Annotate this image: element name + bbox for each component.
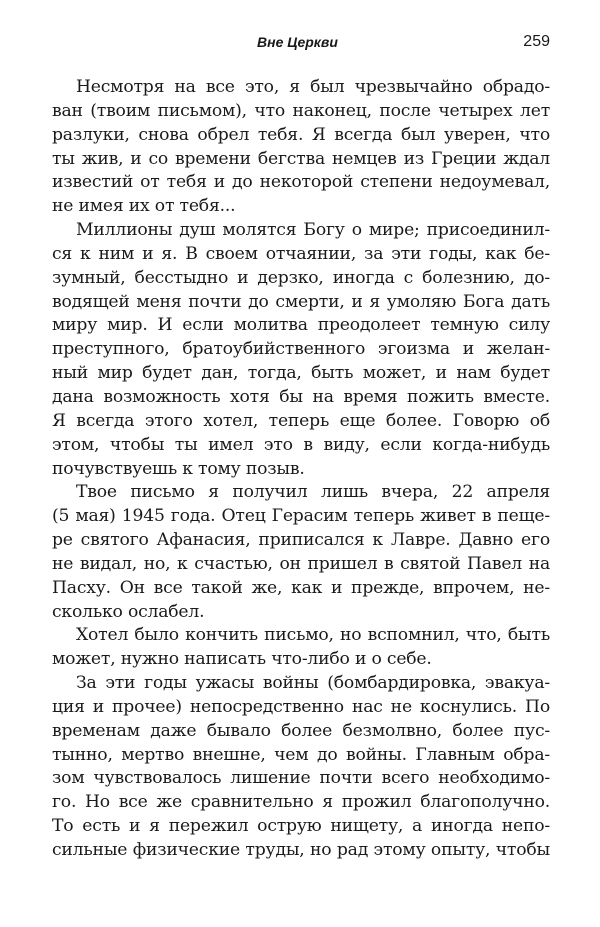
text-line: ре святого Афанасия, приписался к Лавре. Давно его [52,530,550,551]
text-line: не видал, но, к счастью, он пришел в святой Павел на [52,553,550,574]
text-line: За эти годы ужасы войны (бомбардировка, эвакуа- [76,673,550,694]
text-line: (5 мая) 1945 года. Отец Герасим теперь живет в пеще- [52,506,550,527]
text-line: водящей меня почти до смерти, и я умоляю Бога дать [52,291,550,312]
text-line: ся к ним и я. В своем отчаянии, за эти годы, как бе- [52,243,550,264]
text-line: Твое письмо я получил лишь вчера, 22 апреля [76,482,550,503]
text-line: дана возможность хотя бы на время пожить вместе. [52,386,550,407]
text-line: преступного, братоубийственного эгоизма и желан- [52,339,550,360]
text-line: Я всегда этого хотел, теперь еще более. Говорю об [52,410,550,431]
text-line: сильные физические труды, но рад этому опыту, чтобы [52,840,550,860]
page-number: 259 [523,33,550,50]
text-line: го. Но все же сравнительно я прожил благополучно. [52,792,550,813]
running-header [52,30,550,54]
text-line: зом чувствовалось лишение почти всего необходимо- [52,768,550,789]
text-line: Миллионы душ молятся Богу о мире; присоединил- [76,220,550,241]
text-line: тынно, мертво внешне, чем до войны. Главным обра- [52,744,550,765]
text-line: известий от тебя и до некоторой степени недоумевал, [52,172,550,193]
text-line: То есть и я пережил острую нищету, а иногда непо- [52,816,550,837]
text-line: миру мир. И если молитва преодолеет темную силу [52,315,550,336]
text-line: ция и прочее) непосредственно нас не коснулись. По [52,696,550,717]
text-line: может, нужно написать что-либо и о себе. [52,649,432,670]
text-line: сколько ослабел. [52,601,205,622]
text-line: не имея их от тебя... [52,196,236,217]
text-line: Несмотря на все это, я был чрезвычайно обрадо- [76,77,550,97]
text-line: Пасху. Он все такой же, как и прежде, впрочем, не- [52,577,550,598]
text-line: разлуки, снова обрел тебя. Я всегда был уверен, что [52,124,550,145]
text-line: Хотел было кончить письмо, но вспомнил, что, быть [76,625,550,646]
text-line: этом, чтобы ты имел это в виду, если когда-нибудь [52,434,550,455]
body-text [52,76,550,863]
text-line: ван (твоим письмом), что наконец, после четырех лет [52,100,550,121]
text-line: ты жив, и со времени бегства немцев из Греции ждал [52,148,550,169]
text-line: зумный, бесстыдно и дерзко, иногда с болезнию, до- [52,267,550,288]
running-title: Вне Церкви [257,34,338,50]
text-line: почувствуешь к тому позыв. [52,458,305,479]
text-line: ный мир будет дан, тогда, быть может, и нам будет [52,363,550,384]
text-line: временам даже бывало более безмолвно, более пус- [52,720,550,741]
